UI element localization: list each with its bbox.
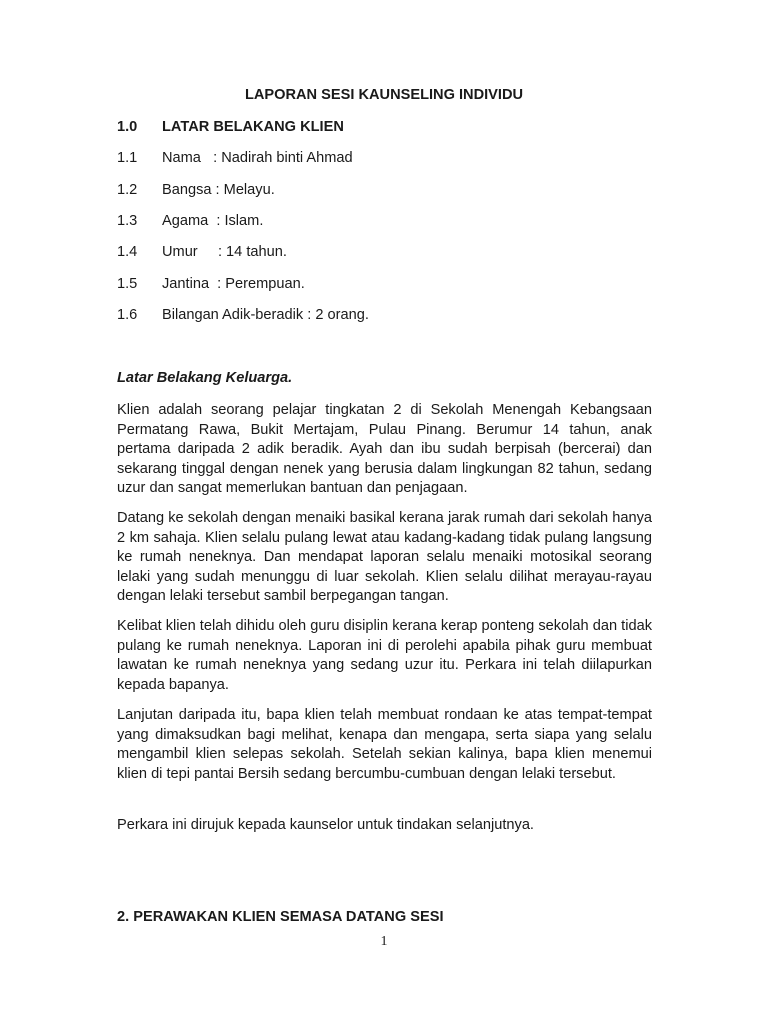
item-number: 1.4 bbox=[117, 244, 138, 260]
item-text: Bangsa : Melayu. bbox=[162, 182, 275, 198]
section-number: 1.0 bbox=[117, 119, 138, 135]
paragraph: Perkara ini dirujuk kepada kaunselor untuk tindakan selanjutnya. bbox=[117, 817, 534, 833]
item-number: 1.5 bbox=[117, 276, 138, 292]
paragraph: Datang ke sekolah dengan menaiki basikal kerana jarak rumah dari sekolah hanya 2 km sahaja. Klien selalu pulang lewat atau kadang-kadang tidak pulang langsung ke rumah neneknya. Dan mendapat laporan selalu menaiki motosikal seorang lelaki yang sudah menunggu di luar sekolah. Klien selalu dilihat merayau-rayau dengan lelaki tersebut sambil berpegangan tangan. bbox=[117, 510, 652, 605]
item-number: 1.3 bbox=[117, 213, 138, 229]
item-number: 1.2 bbox=[117, 182, 138, 198]
paragraph: Klien adalah seorang pelajar tingkatan 2 di Sekolah Menengah Kebangsaan Permatang Rawa, Bukit Mertajam, Pulau Pinang. Berumur 14 tahun, anak pertama daripada 2 adik beradik. Ayah dan ibu sudah berpisah (bercerai) dan sekarang tinggal dengan nenek yang berusia dalam lingkungan 82 tahun, sedang uzur dan sangat memerlukan bantuan dan penjagaan. bbox=[117, 402, 652, 497]
item-text: Bilangan Adik-beradik : 2 orang. bbox=[162, 307, 369, 323]
section-title: LATAR BELAKANG KLIEN bbox=[162, 119, 344, 135]
list-item bbox=[117, 150, 353, 166]
item-text: Jantina : Perempuan. bbox=[162, 276, 305, 292]
list-item bbox=[117, 307, 369, 323]
section-2-heading: 2. PERAWAKAN KLIEN SEMASA DATANG SESI bbox=[117, 909, 444, 925]
item-text: Umur : 14 tahun. bbox=[162, 244, 287, 260]
list-item bbox=[117, 182, 275, 198]
family-background-heading: Latar Belakang Keluarga. bbox=[117, 370, 293, 386]
paragraph: Kelibat klien telah dihidu oleh guru disiplin kerana kerap ponteng sekolah dan tidak pulang ke rumah neneknya. Laporan ini di perolehi apabila pihak guru membuat lawatan ke rumah neneknya yang sedang uzur itu. Perkara ini telah diilapurkan kepada bapanya. bbox=[117, 618, 652, 693]
item-text: Agama : Islam. bbox=[162, 213, 264, 229]
item-number: 1.6 bbox=[117, 307, 138, 323]
item-number: 1.1 bbox=[117, 150, 138, 166]
list-item bbox=[117, 213, 263, 229]
section-heading bbox=[117, 119, 344, 135]
list-item bbox=[117, 276, 305, 292]
item-text: Nama : Nadirah binti Ahmad bbox=[162, 150, 353, 166]
list-item bbox=[117, 244, 287, 260]
document-title: LAPORAN SESI KAUNSELING INDIVIDU bbox=[244, 87, 524, 103]
paragraph: Lanjutan daripada itu, bapa klien telah membuat rondaan ke atas tempat-tempat yang dimaksudkan bagi melihat, kenapa dan mengapa, serta siapa yang selalu mengambil klien selepas sekolah. Setelah sekian kalinya, bapa klien menemui klien di tepi pantai Bersih sedang bercumbu-cumbuan dengan lelaki tersebut. bbox=[117, 707, 652, 782]
page-number: 1 bbox=[380, 934, 388, 949]
